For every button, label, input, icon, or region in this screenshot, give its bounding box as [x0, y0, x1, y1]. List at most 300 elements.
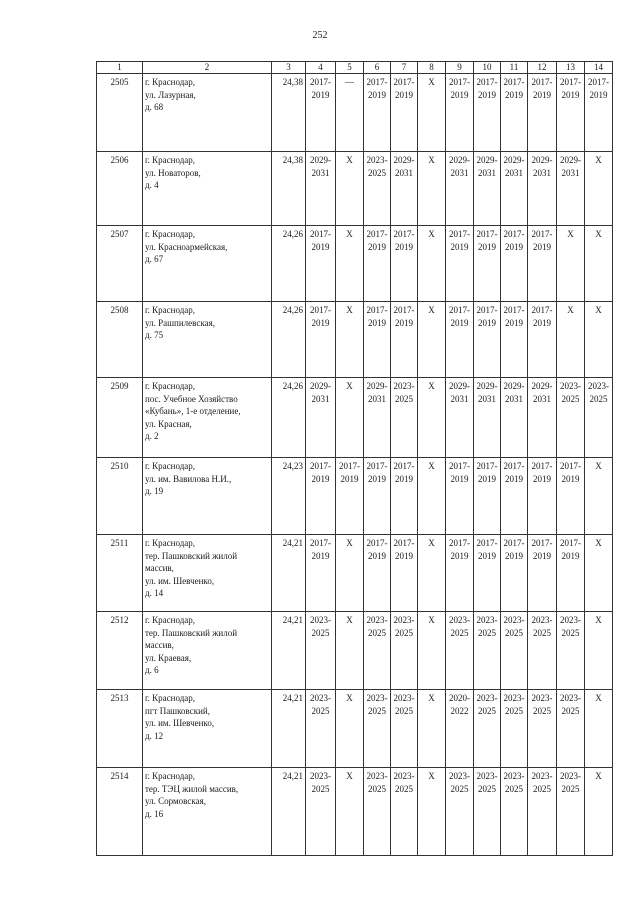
period-cell-col-5	[336, 302, 364, 378]
period-line: X	[595, 229, 602, 239]
period-line: 2019	[311, 89, 330, 100]
period-cell-col-9	[446, 302, 474, 378]
period-cell-col-10	[474, 535, 501, 612]
period-line: 2017-	[310, 461, 331, 471]
period-line: 2031	[505, 393, 523, 404]
period-line: 2019	[561, 89, 580, 100]
period-line: 2031	[450, 167, 469, 178]
period-line: 2031	[561, 167, 580, 178]
period-line: 2025	[450, 627, 469, 638]
period-cell-col-13	[557, 302, 585, 378]
area-cell: 24,26	[272, 302, 306, 378]
period-cell-col-13	[557, 768, 585, 856]
address-line: д. 67	[145, 254, 164, 265]
period-cell-col-6	[364, 768, 391, 856]
period-cell-col-4	[306, 458, 336, 535]
period-line: 2017-	[339, 461, 360, 471]
period-line: 2019	[395, 89, 413, 100]
period-cell-col-8	[418, 690, 446, 768]
period-cell-col-5	[336, 152, 364, 226]
table-body	[97, 74, 613, 856]
period-line: 2019	[450, 473, 469, 484]
period-cell-col-5	[336, 378, 364, 458]
period-line: X	[595, 155, 602, 165]
page-number: 252	[312, 30, 328, 41]
period-line: 2019	[478, 550, 496, 561]
period-line: X	[428, 77, 435, 87]
period-line: 2019	[478, 317, 496, 328]
period-line: 2017-	[476, 305, 498, 315]
period-cell-col-9	[446, 690, 474, 768]
period-line: 2019	[311, 317, 330, 328]
period-line: 2025	[311, 627, 330, 638]
period-cell-col-12	[528, 612, 557, 690]
period-line: 2019	[311, 241, 330, 252]
period-line: 2017-	[588, 77, 609, 87]
row-number: 2510	[97, 458, 143, 535]
table-row	[97, 152, 613, 226]
period-cell-col-12	[528, 74, 557, 152]
address-line: ул. им. Вавилова Н.И.,	[145, 473, 232, 484]
period-line: 2019	[478, 89, 496, 100]
period-line: 2019	[533, 550, 551, 561]
period-line: 2019	[533, 241, 551, 252]
address-line: г. Краснодар,	[145, 381, 196, 391]
period-line: X	[428, 693, 435, 703]
period-line: 2025	[478, 627, 496, 638]
period-line: 2017-	[449, 229, 470, 239]
period-line: 2025	[368, 783, 386, 794]
period-line: 2017-	[531, 461, 553, 471]
period-line: 2017-	[449, 305, 470, 315]
period-line: 2023-	[560, 381, 581, 391]
period-line: 2019	[533, 317, 551, 328]
period-line: 2017-	[476, 461, 498, 471]
period-line: 2017-	[503, 229, 525, 239]
period-line: 2025	[395, 393, 413, 404]
address-cell	[143, 226, 272, 302]
row-number: 2513	[97, 690, 143, 768]
address-line: ул. им. Шевченко,	[145, 718, 215, 729]
period-cell-col-11	[501, 690, 528, 768]
period-line: X	[346, 771, 353, 781]
period-line: 2019	[340, 473, 359, 484]
period-cell-col-14	[585, 612, 613, 690]
period-line: 2017-	[393, 229, 415, 239]
period-line: 2023-	[531, 693, 553, 703]
address-line: «Кубань», 1-е отделение,	[145, 406, 241, 417]
period-line: 2017-	[476, 77, 498, 87]
address-line: г. Краснодар,	[145, 693, 196, 703]
table-row	[97, 690, 613, 768]
period-line: 2023-	[449, 771, 470, 781]
period-line: 2019	[589, 89, 608, 100]
period-cell-col-12	[528, 302, 557, 378]
period-line: 2023-	[393, 381, 415, 391]
period-line: 2025	[533, 627, 551, 638]
period-line: 2025	[533, 783, 551, 794]
column-header-13: 13	[557, 62, 585, 74]
period-line: 2019	[311, 473, 330, 484]
column-header-2: 2	[143, 62, 272, 74]
area-cell: 24,38	[272, 152, 306, 226]
period-line: X	[346, 305, 353, 315]
period-line: —	[345, 77, 354, 87]
period-cell-col-4	[306, 612, 336, 690]
address-cell	[143, 690, 272, 768]
period-cell-col-6	[364, 226, 391, 302]
period-line: 2023-	[393, 615, 415, 625]
area-cell: 24,26	[272, 378, 306, 458]
period-line: 2019	[450, 241, 469, 252]
period-cell-col-6	[364, 458, 391, 535]
period-line: 2019	[450, 550, 469, 561]
period-cell-col-11	[501, 226, 528, 302]
address-line: пгт Пашковский,	[145, 705, 210, 716]
period-cell-col-12	[528, 378, 557, 458]
period-cell-col-14	[585, 152, 613, 226]
period-line: 2023-	[560, 771, 581, 781]
period-line: 2025	[561, 393, 580, 404]
address-line: ул. им. Шевченко,	[145, 575, 215, 586]
period-cell-col-5	[336, 74, 364, 152]
period-cell-col-4	[306, 152, 336, 226]
period-line: 2029-	[449, 155, 470, 165]
period-cell-col-11	[501, 768, 528, 856]
period-cell-col-7	[391, 226, 418, 302]
address-line: г. Краснодар,	[145, 771, 196, 781]
period-cell-col-14	[585, 690, 613, 768]
period-cell-col-14	[585, 458, 613, 535]
period-line: 2019	[395, 550, 413, 561]
period-line: 2023-	[531, 615, 553, 625]
period-line: 2017-	[310, 77, 331, 87]
period-line: 2017-	[476, 538, 498, 548]
period-cell-col-8	[418, 458, 446, 535]
period-line: 2023-	[366, 155, 388, 165]
period-cell-col-10	[474, 768, 501, 856]
period-line: 2019	[368, 550, 386, 561]
period-line: 2031	[311, 393, 330, 404]
period-line: 2023-	[310, 771, 331, 781]
period-line: 2017-	[310, 538, 331, 548]
row-number: 2511	[97, 535, 143, 612]
period-cell-col-5	[336, 458, 364, 535]
area-cell: 24,21	[272, 535, 306, 612]
period-line: 2017-	[503, 77, 525, 87]
period-line: X	[346, 229, 353, 239]
period-line: 2019	[533, 89, 551, 100]
row-number: 2512	[97, 612, 143, 690]
address-line: ул. Красноармейская,	[145, 241, 228, 252]
address-line: пос. Учебное Хозяйство	[145, 393, 238, 404]
column-header-7: 7	[391, 62, 418, 74]
period-line: 2031	[478, 167, 496, 178]
period-line: 2017-	[366, 461, 388, 471]
period-line: 2017-	[531, 229, 553, 239]
period-line: X	[428, 615, 435, 625]
period-line: X	[346, 693, 353, 703]
period-line: 2019	[505, 473, 523, 484]
period-line: 2017-	[449, 461, 470, 471]
period-line: 2025	[368, 167, 386, 178]
period-line: 2019	[505, 241, 523, 252]
address-line: г. Краснодар,	[145, 615, 196, 625]
period-cell-col-11	[501, 74, 528, 152]
period-cell-col-7	[391, 690, 418, 768]
address-line: д. 6	[145, 665, 159, 676]
period-line: 2017-	[449, 77, 470, 87]
period-cell-col-5	[336, 226, 364, 302]
period-cell-col-5	[336, 690, 364, 768]
period-line: 2029-	[476, 381, 498, 391]
period-line: 2019	[505, 550, 523, 561]
period-cell-col-14	[585, 302, 613, 378]
address-cell	[143, 378, 272, 458]
period-cell-col-12	[528, 768, 557, 856]
period-line: 2025	[395, 783, 413, 794]
column-header-8: 8	[418, 62, 446, 74]
period-line: 2025	[450, 783, 469, 794]
period-line: 2019	[368, 89, 386, 100]
period-line: 2017-	[503, 461, 525, 471]
period-line: 2017-	[503, 538, 525, 548]
period-line: 2019	[395, 241, 413, 252]
period-cell-col-12	[528, 226, 557, 302]
period-line: 2025	[311, 783, 330, 794]
address-line: д. 75	[145, 330, 164, 341]
period-cell-col-11	[501, 152, 528, 226]
period-line: X	[346, 538, 353, 548]
period-line: 2029-	[310, 381, 331, 391]
column-header-4: 4	[306, 62, 336, 74]
period-line: 2029-	[393, 155, 415, 165]
period-line: 2025	[505, 783, 523, 794]
period-line: 2023-	[503, 615, 525, 625]
period-line: 2025	[395, 705, 413, 716]
period-cell-col-14	[585, 74, 613, 152]
period-line: 2023-	[449, 615, 470, 625]
period-line: 2019	[368, 241, 386, 252]
period-line: 2023-	[588, 381, 609, 391]
period-line: 2029-	[310, 155, 331, 165]
period-cell-col-8	[418, 535, 446, 612]
period-cell-col-9	[446, 458, 474, 535]
period-line: 2025	[505, 705, 523, 716]
period-line: 2017-	[531, 77, 553, 87]
period-line: 2023-	[560, 615, 581, 625]
period-line: X	[595, 538, 602, 548]
period-line: 2017-	[476, 229, 498, 239]
address-line: д. 2	[145, 431, 159, 442]
period-line: 2019	[561, 550, 580, 561]
address-line: г. Краснодар,	[145, 77, 196, 87]
period-cell-col-13	[557, 458, 585, 535]
period-line: X	[428, 538, 435, 548]
period-cell-col-11	[501, 612, 528, 690]
period-cell-col-7	[391, 152, 418, 226]
period-line: 2019	[478, 241, 496, 252]
period-cell-col-9	[446, 612, 474, 690]
table-row	[97, 768, 613, 856]
address-line: г. Краснодар,	[145, 305, 196, 315]
period-line: 2019	[505, 317, 523, 328]
period-line: 2017-	[560, 461, 581, 471]
area-cell: 24,21	[272, 768, 306, 856]
address-line: г. Краснодар,	[145, 538, 196, 548]
address-line: ул. Лазурная,	[145, 89, 196, 100]
row-number: 2506	[97, 152, 143, 226]
period-cell-col-9	[446, 226, 474, 302]
period-cell-col-11	[501, 302, 528, 378]
period-line: 2029-	[503, 155, 525, 165]
area-cell: 24,23	[272, 458, 306, 535]
period-line: 2017-	[393, 305, 415, 315]
period-line: X	[428, 305, 435, 315]
address-line: тер. Пашковский жилой	[145, 550, 238, 561]
period-line: 2031	[368, 393, 386, 404]
period-cell-col-8	[418, 302, 446, 378]
period-cell-col-8	[418, 768, 446, 856]
address-line: ул. Красная,	[145, 418, 192, 429]
address-cell	[143, 458, 272, 535]
table-row	[97, 226, 613, 302]
period-line: 2025	[505, 627, 523, 638]
period-line: X	[346, 615, 353, 625]
address-cell	[143, 74, 272, 152]
period-cell-col-7	[391, 458, 418, 535]
period-line: 2029-	[531, 155, 553, 165]
period-cell-col-11	[501, 535, 528, 612]
address-line: ул. Сормовская,	[145, 796, 206, 807]
period-line: 2017-	[310, 229, 331, 239]
period-line: 2019	[368, 317, 386, 328]
period-cell-col-9	[446, 74, 474, 152]
period-cell-col-11	[501, 378, 528, 458]
period-line: 2017-	[393, 538, 415, 548]
period-cell-col-9	[446, 768, 474, 856]
period-line: X	[346, 155, 353, 165]
period-line: 2025	[561, 783, 580, 794]
table-row	[97, 378, 613, 458]
column-header-12: 12	[528, 62, 557, 74]
period-cell-col-10	[474, 74, 501, 152]
period-cell-col-6	[364, 612, 391, 690]
row-number: 2508	[97, 302, 143, 378]
period-cell-col-13	[557, 226, 585, 302]
column-header-9: 9	[446, 62, 474, 74]
period-cell-col-13	[557, 690, 585, 768]
area-cell: 24,21	[272, 690, 306, 768]
period-line: 2023-	[503, 771, 525, 781]
address-line: д. 16	[145, 808, 164, 819]
period-line: 2017-	[366, 305, 388, 315]
period-line: 2025	[311, 705, 330, 716]
period-cell-col-6	[364, 378, 391, 458]
period-line: 2023-	[476, 693, 498, 703]
period-cell-col-8	[418, 152, 446, 226]
address-line: тер. ТЭЦ жилой массив,	[145, 783, 239, 794]
period-line: 2017-	[393, 461, 415, 471]
period-line: X	[595, 693, 602, 703]
period-cell-col-7	[391, 535, 418, 612]
period-line: X	[595, 305, 602, 315]
period-cell-col-9	[446, 535, 474, 612]
column-header-14: 14	[585, 62, 613, 74]
period-line: 2017-	[366, 77, 388, 87]
period-cell-col-13	[557, 378, 585, 458]
period-cell-col-8	[418, 612, 446, 690]
period-cell-col-10	[474, 302, 501, 378]
period-cell-col-7	[391, 74, 418, 152]
period-line: 2022	[450, 705, 469, 716]
period-cell-col-9	[446, 152, 474, 226]
address-line: г. Краснодар,	[145, 461, 196, 471]
address-line: массив,	[145, 640, 174, 651]
period-line: 2031	[505, 167, 523, 178]
period-line: 2023-	[366, 693, 388, 703]
period-line: 2023-	[560, 693, 581, 703]
period-line: 2017-	[560, 77, 581, 87]
period-line: X	[428, 771, 435, 781]
period-line: 2023-	[310, 615, 331, 625]
area-cell: 24,38	[272, 74, 306, 152]
schedule-table	[96, 61, 613, 856]
period-cell-col-10	[474, 458, 501, 535]
period-cell-col-12	[528, 152, 557, 226]
period-line: 2025	[589, 393, 608, 404]
period-cell-col-10	[474, 612, 501, 690]
period-line: 2023-	[310, 693, 331, 703]
table-row	[97, 535, 613, 612]
period-line: 2031	[311, 167, 330, 178]
period-line: X	[428, 461, 435, 471]
period-cell-col-8	[418, 226, 446, 302]
period-cell-col-10	[474, 226, 501, 302]
period-line: 2025	[478, 705, 496, 716]
table-row	[97, 458, 613, 535]
period-line: X	[346, 381, 353, 391]
period-cell-col-6	[364, 690, 391, 768]
period-line: 2029-	[560, 155, 581, 165]
area-cell: 24,21	[272, 612, 306, 690]
period-line: 2017-	[560, 538, 581, 548]
period-line: 2025	[478, 783, 496, 794]
period-cell-col-4	[306, 535, 336, 612]
period-line: 2025	[561, 627, 580, 638]
period-line: X	[567, 229, 574, 239]
address-line: ул. Новаторов,	[145, 167, 201, 178]
period-cell-col-14	[585, 226, 613, 302]
period-cell-col-5	[336, 612, 364, 690]
row-number: 2514	[97, 768, 143, 856]
column-header-1: 1	[97, 62, 143, 74]
period-line: 2023-	[531, 771, 553, 781]
period-line: 2023-	[476, 615, 498, 625]
period-line: 2029-	[503, 381, 525, 391]
column-header-10: 10	[474, 62, 501, 74]
table-row	[97, 612, 613, 690]
address-line: д. 14	[145, 588, 164, 599]
period-line: 2025	[533, 705, 551, 716]
period-cell-col-8	[418, 74, 446, 152]
period-line: 2023-	[366, 771, 388, 781]
address-cell	[143, 152, 272, 226]
period-cell-col-4	[306, 768, 336, 856]
address-line: массив,	[145, 563, 174, 574]
period-line: 2017-	[310, 305, 331, 315]
area-cell: 24,26	[272, 226, 306, 302]
